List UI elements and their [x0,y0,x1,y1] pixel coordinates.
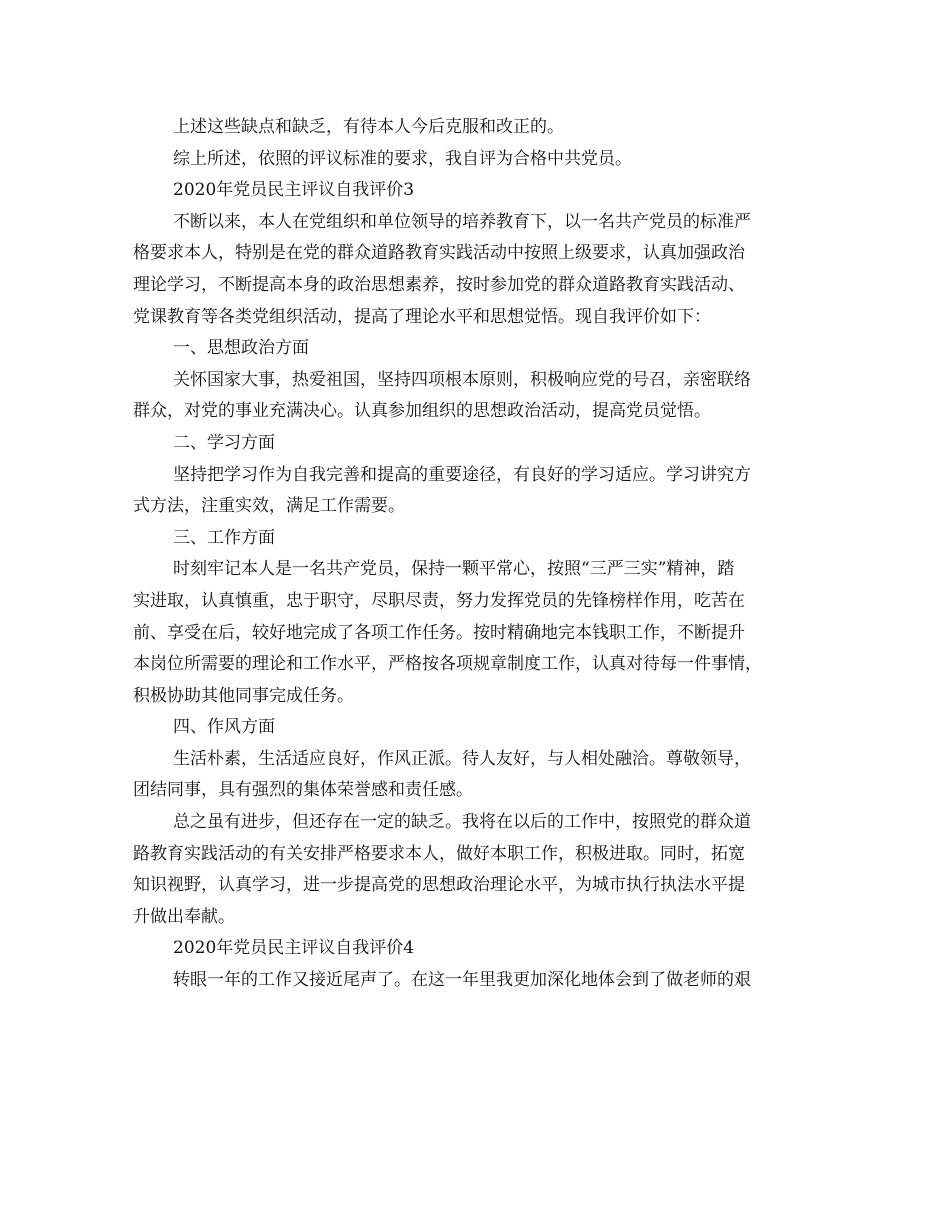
paragraph-line: 理论学习，不断提高本身的政治思想素养，按时参加党的群众道路教育实践活动、 [133,274,745,295]
paragraph-line: 路教育实践活动的有关安排严格要求本人，做好本职工作，积极进取。同时，拓宽 [133,843,745,864]
paragraph-line: 时刻牢记本人是一名共产党员，保持一颗平常心，按照“三严三实”精神，踏 [173,559,735,580]
subsection-heading: 三、工作方面 [173,527,275,548]
paragraph-line: 坚持把学习作为自我完善和提高的重要途径，有良好的学习适应。学习讲究方 [173,464,751,485]
paragraph-line: 式方法，注重实效，满足工作需要。 [133,496,405,517]
paragraph-line: 知识视野，认真学习，进一步提高党的思想政治理论水平，为城市执行执法水平提 [133,875,745,896]
paragraph-line: 生活朴素，生活适应良好，作风正派。待人友好，与人相处融洽。尊敬领导， [173,748,751,769]
paragraph-line: 格要求本人，特别是在党的群众道路教育实践活动中按照上级要求，认真加强政治 [133,243,745,264]
document-body [133,112,833,997]
paragraph-line: 不断以来，本人在党组织和单位领导的培养教育下，以一名共产党员的标准严 [173,211,751,232]
paragraph-line: 转眼一年的工作又接近尾声了。在这一年里我更加深化地体会到了做老师的艰 [173,970,751,991]
paragraph-line: 上述这些缺点和缺乏，有待本人今后克服和改正的。 [173,117,564,137]
paragraph-line: 前、享受在后，较好地完成了各项工作任务。按时精确地完本钱职工作，不断提升 [133,622,745,643]
subsection-heading: 四、作风方面 [173,717,275,738]
paragraph-line: 党课教育等各类党组织活动，提高了理论水平和思想觉悟。现自我评价如下： [133,306,711,327]
paragraph-line: 群众，对党的事业充满决心。认真参加组织的思想政治活动，提高党员觉悟。 [133,401,711,422]
paragraph-line: 综上所述，依照的评议标准的要求，我自评为合格中共党员。 [173,148,632,169]
paragraph-line: 实进取，认真慎重，忠于职守，尽职尽责，努力发挥党员的先锋榜样作用，吃苦在 [133,590,745,611]
section-title: 2020年党员民主评议自我评价3 [173,180,415,201]
section-title: 2020年党员民主评议自我评价4 [173,938,415,959]
paragraph-line: 关怀国家大事，热爱祖国，坚持四项根本原则，积极响应党的号召，亲密联络 [173,369,751,390]
subsection-heading: 二、学习方面 [173,432,275,453]
paragraph-line: 本岗位所需要的理论和工作水平，严格按各项规章制度工作，认真对待每一件事情， [133,654,762,675]
paragraph-line: 团结同事，具有强烈的集体荣誉感和责任感。 [133,780,473,801]
paragraph-line: 积极协助其他同事完成任务。 [133,685,354,706]
subsection-heading: 一、思想政治方面 [173,338,309,359]
paragraph-line: 总之虽有进步，但还存在一定的缺乏。我将在以后的工作中，按照党的群众道 [173,812,751,833]
paragraph-line: 升做出奉献。 [133,906,235,927]
